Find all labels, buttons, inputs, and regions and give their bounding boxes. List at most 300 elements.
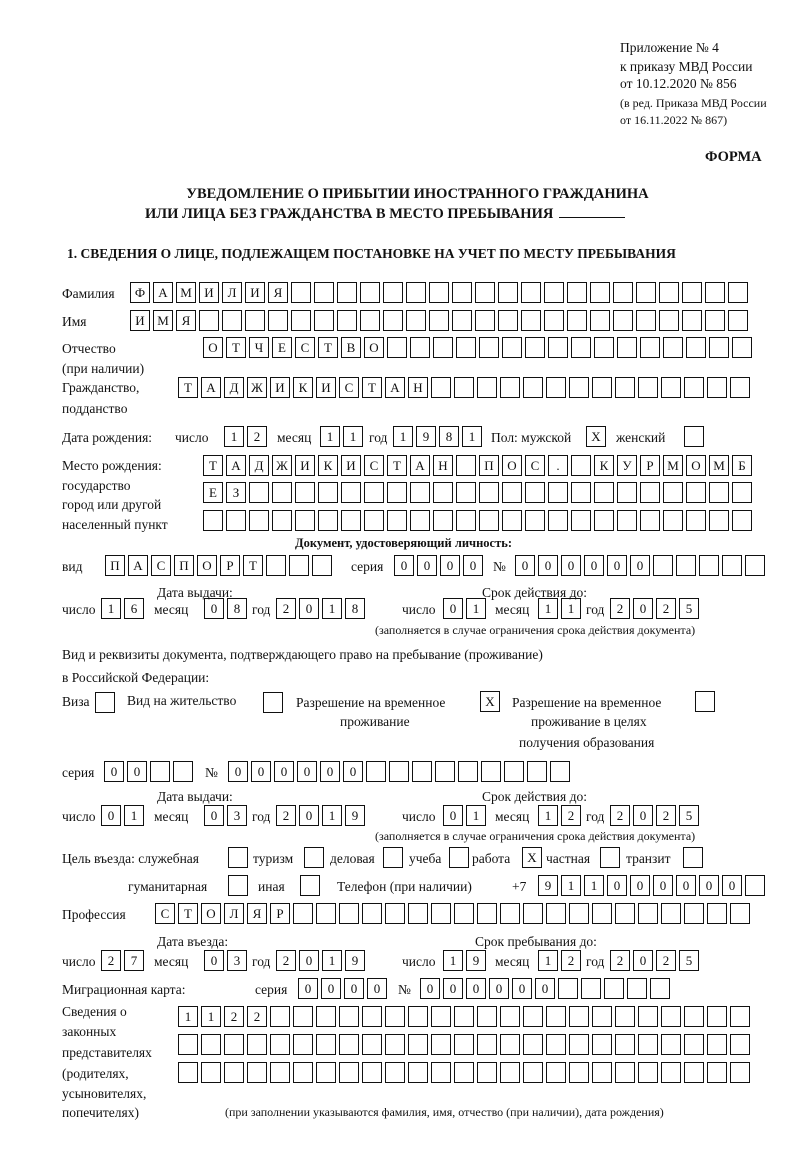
char-box[interactable]	[452, 282, 472, 303]
char-box[interactable]	[203, 510, 223, 531]
char-box[interactable]	[615, 377, 635, 398]
char-box[interactable]	[684, 377, 704, 398]
char-box[interactable]	[150, 761, 170, 782]
sex-female-checkbox[interactable]	[684, 426, 704, 447]
char-box[interactable]	[548, 482, 568, 503]
char-box[interactable]: М	[663, 455, 683, 476]
migration-series-field[interactable]	[298, 978, 387, 999]
doc-series-field[interactable]	[394, 555, 483, 576]
char-box[interactable]	[661, 1034, 681, 1055]
char-box[interactable]	[663, 510, 683, 531]
char-box[interactable]	[730, 1062, 750, 1083]
res-issue-day[interactable]	[101, 805, 144, 826]
char-box[interactable]	[525, 510, 545, 531]
char-box[interactable]	[699, 555, 719, 576]
doc-issue-day[interactable]	[101, 598, 144, 619]
char-box[interactable]	[477, 1006, 497, 1027]
char-box[interactable]	[546, 377, 566, 398]
char-box[interactable]: С	[155, 903, 175, 924]
char-box[interactable]	[293, 1062, 313, 1083]
char-box[interactable]	[318, 482, 338, 503]
char-box[interactable]	[613, 310, 633, 331]
char-box[interactable]	[661, 1062, 681, 1083]
char-box[interactable]	[408, 1006, 428, 1027]
char-box[interactable]	[569, 903, 589, 924]
char-box[interactable]: Я	[176, 310, 196, 331]
char-box[interactable]	[661, 1006, 681, 1027]
char-box[interactable]: 0	[607, 875, 627, 896]
visa-checkbox[interactable]	[95, 692, 115, 713]
birthplace-line-3[interactable]	[203, 510, 752, 531]
char-box[interactable]	[590, 282, 610, 303]
doc-valid-month[interactable]	[538, 598, 581, 619]
char-box[interactable]	[728, 310, 748, 331]
name-field[interactable]	[130, 310, 748, 331]
char-box[interactable]: К	[594, 455, 614, 476]
char-box[interactable]: 0	[299, 950, 319, 971]
char-box[interactable]	[389, 761, 409, 782]
char-box[interactable]: 0	[535, 978, 555, 999]
doc-type-field[interactable]	[105, 555, 332, 576]
char-box[interactable]: М	[176, 282, 196, 303]
char-box[interactable]	[705, 310, 725, 331]
char-box[interactable]	[173, 761, 193, 782]
char-box[interactable]: Т	[226, 337, 246, 358]
char-box[interactable]	[550, 761, 570, 782]
char-box[interactable]	[615, 903, 635, 924]
char-box[interactable]	[295, 510, 315, 531]
purpose-study-checkbox[interactable]	[449, 847, 469, 868]
char-box[interactable]	[412, 761, 432, 782]
char-box[interactable]	[569, 1006, 589, 1027]
char-box[interactable]: Е	[203, 482, 223, 503]
char-box[interactable]: О	[201, 903, 221, 924]
char-box[interactable]	[695, 691, 715, 712]
migration-number-field[interactable]	[420, 978, 670, 999]
char-box[interactable]	[571, 510, 591, 531]
char-box[interactable]	[360, 282, 380, 303]
doc-valid-day[interactable]	[443, 598, 486, 619]
char-box[interactable]	[523, 903, 543, 924]
char-box[interactable]	[385, 1006, 405, 1027]
char-box[interactable]: 1	[561, 875, 581, 896]
char-box[interactable]	[546, 1062, 566, 1083]
char-box[interactable]	[341, 510, 361, 531]
char-box[interactable]: 2	[610, 598, 630, 619]
char-box[interactable]	[201, 1034, 221, 1055]
char-box[interactable]: 0	[676, 875, 696, 896]
doc-valid-year[interactable]	[610, 598, 699, 619]
char-box[interactable]: 0	[420, 978, 440, 999]
char-box[interactable]	[546, 1006, 566, 1027]
char-box[interactable]	[682, 310, 702, 331]
char-box[interactable]: 0	[699, 875, 719, 896]
char-box[interactable]	[383, 310, 403, 331]
char-box[interactable]	[617, 337, 637, 358]
char-box[interactable]	[592, 1034, 612, 1055]
purpose-humanitarian-checkbox[interactable]	[228, 875, 248, 896]
birthplace-line-1[interactable]	[203, 455, 752, 476]
char-box[interactable]	[500, 1034, 520, 1055]
char-box[interactable]	[431, 1006, 451, 1027]
birthplace-line-2[interactable]	[203, 482, 752, 503]
char-box[interactable]	[709, 482, 729, 503]
char-box[interactable]: 0	[722, 875, 742, 896]
char-box[interactable]: 5	[679, 950, 699, 971]
char-box[interactable]	[226, 510, 246, 531]
char-box[interactable]: 0	[101, 805, 121, 826]
char-box[interactable]	[383, 282, 403, 303]
char-box[interactable]: 2	[610, 950, 630, 971]
char-box[interactable]	[433, 482, 453, 503]
char-box[interactable]	[732, 510, 752, 531]
char-box[interactable]	[479, 337, 499, 358]
char-box[interactable]	[594, 482, 614, 503]
char-box[interactable]	[638, 1006, 658, 1027]
char-box[interactable]	[293, 903, 313, 924]
char-box[interactable]	[406, 310, 426, 331]
char-box[interactable]: 1	[322, 598, 342, 619]
char-box[interactable]: 1	[538, 950, 558, 971]
char-box[interactable]	[293, 1006, 313, 1027]
char-box[interactable]	[456, 482, 476, 503]
char-box[interactable]	[640, 510, 660, 531]
char-box[interactable]: К	[293, 377, 313, 398]
char-box[interactable]	[709, 337, 729, 358]
stay-year[interactable]	[610, 950, 699, 971]
char-box[interactable]: Т	[318, 337, 338, 358]
char-box[interactable]	[653, 555, 673, 576]
char-box[interactable]	[224, 1062, 244, 1083]
char-box[interactable]	[314, 310, 334, 331]
char-box[interactable]	[456, 337, 476, 358]
char-box[interactable]	[498, 282, 518, 303]
char-box[interactable]: 3	[227, 805, 247, 826]
char-box[interactable]	[707, 1006, 727, 1027]
char-box[interactable]: И	[245, 282, 265, 303]
char-box[interactable]	[745, 875, 765, 896]
char-box[interactable]	[452, 310, 472, 331]
char-box[interactable]	[337, 310, 357, 331]
char-box[interactable]: Ч	[249, 337, 269, 358]
char-box[interactable]: П	[479, 455, 499, 476]
char-box[interactable]: 1	[393, 426, 413, 447]
char-box[interactable]: Л	[224, 903, 244, 924]
char-box[interactable]: 2	[224, 1006, 244, 1027]
char-box[interactable]	[684, 1034, 704, 1055]
char-box[interactable]	[362, 1006, 382, 1027]
char-box[interactable]: 3	[227, 950, 247, 971]
char-box[interactable]	[521, 282, 541, 303]
char-box[interactable]	[268, 310, 288, 331]
char-box[interactable]: 0	[515, 555, 535, 576]
res-issue-year[interactable]	[276, 805, 365, 826]
char-box[interactable]	[682, 282, 702, 303]
char-box[interactable]	[684, 1062, 704, 1083]
char-box[interactable]: С	[525, 455, 545, 476]
char-box[interactable]	[569, 1062, 589, 1083]
char-box[interactable]	[477, 377, 497, 398]
char-box[interactable]: А	[128, 555, 148, 576]
char-box[interactable]: П	[174, 555, 194, 576]
char-box[interactable]	[364, 510, 384, 531]
char-box[interactable]	[300, 875, 320, 896]
char-box[interactable]: 0	[343, 761, 363, 782]
char-box[interactable]	[362, 1062, 382, 1083]
char-box[interactable]: Т	[243, 555, 263, 576]
char-box[interactable]	[590, 310, 610, 331]
char-box[interactable]	[523, 377, 543, 398]
char-box[interactable]: 0	[127, 761, 147, 782]
char-box[interactable]	[592, 903, 612, 924]
char-box[interactable]	[659, 282, 679, 303]
char-box[interactable]: Ф	[130, 282, 150, 303]
char-box[interactable]: А	[153, 282, 173, 303]
char-box[interactable]: А	[385, 377, 405, 398]
char-box[interactable]	[228, 875, 248, 896]
char-box[interactable]	[640, 337, 660, 358]
char-box[interactable]: 8	[345, 598, 365, 619]
char-box[interactable]	[500, 377, 520, 398]
char-box[interactable]	[385, 1034, 405, 1055]
purpose-other-checkbox[interactable]	[300, 875, 320, 896]
char-box[interactable]	[341, 482, 361, 503]
char-box[interactable]	[523, 1006, 543, 1027]
char-box[interactable]: X	[480, 691, 500, 712]
char-box[interactable]	[291, 310, 311, 331]
char-box[interactable]	[339, 1006, 359, 1027]
char-box[interactable]: Н	[408, 377, 428, 398]
char-box[interactable]	[659, 310, 679, 331]
char-box[interactable]	[270, 1034, 290, 1055]
res-issue-month[interactable]	[204, 805, 247, 826]
char-box[interactable]	[504, 761, 524, 782]
char-box[interactable]	[548, 337, 568, 358]
char-box[interactable]: О	[502, 455, 522, 476]
char-box[interactable]	[722, 555, 742, 576]
char-box[interactable]: 9	[345, 950, 365, 971]
char-box[interactable]	[571, 455, 591, 476]
char-box[interactable]	[408, 903, 428, 924]
char-box[interactable]	[316, 1034, 336, 1055]
char-box[interactable]	[387, 510, 407, 531]
char-box[interactable]	[544, 282, 564, 303]
char-box[interactable]: 1	[343, 426, 363, 447]
temp-permit-checkbox[interactable]	[480, 691, 500, 712]
char-box[interactable]	[571, 337, 591, 358]
char-box[interactable]	[454, 377, 474, 398]
char-box[interactable]	[304, 847, 324, 868]
char-box[interactable]	[314, 282, 334, 303]
char-box[interactable]	[316, 1062, 336, 1083]
char-box[interactable]: Т	[387, 455, 407, 476]
char-box[interactable]: 0	[630, 555, 650, 576]
char-box[interactable]: 1	[201, 1006, 221, 1027]
char-box[interactable]	[366, 761, 386, 782]
char-box[interactable]	[686, 337, 706, 358]
purpose-transit-checkbox[interactable]	[683, 847, 703, 868]
char-box[interactable]	[95, 692, 115, 713]
char-box[interactable]: 1	[561, 598, 581, 619]
char-box[interactable]	[224, 1034, 244, 1055]
purpose-tourism-checkbox[interactable]	[304, 847, 324, 868]
doc-number-field[interactable]	[515, 555, 765, 576]
char-box[interactable]: 0	[561, 555, 581, 576]
char-box[interactable]	[500, 903, 520, 924]
char-box[interactable]: 1	[584, 875, 604, 896]
char-box[interactable]	[429, 282, 449, 303]
profession-field[interactable]	[155, 903, 750, 924]
char-box[interactable]: Р	[220, 555, 240, 576]
char-box[interactable]	[263, 692, 283, 713]
char-box[interactable]: 5	[679, 598, 699, 619]
char-box[interactable]	[456, 455, 476, 476]
char-box[interactable]: И	[341, 455, 361, 476]
char-box[interactable]: 0	[512, 978, 532, 999]
char-box[interactable]: И	[270, 377, 290, 398]
char-box[interactable]	[730, 903, 750, 924]
char-box[interactable]: 0	[463, 555, 483, 576]
char-box[interactable]: Р	[640, 455, 660, 476]
char-box[interactable]	[663, 337, 683, 358]
char-box[interactable]	[431, 1034, 451, 1055]
char-box[interactable]	[558, 978, 578, 999]
char-box[interactable]	[615, 1006, 635, 1027]
char-box[interactable]	[638, 377, 658, 398]
char-box[interactable]: 0	[204, 805, 224, 826]
sex-male-checkbox[interactable]	[586, 426, 606, 447]
char-box[interactable]	[249, 482, 269, 503]
char-box[interactable]: 2	[276, 805, 296, 826]
char-box[interactable]	[385, 903, 405, 924]
char-box[interactable]	[406, 282, 426, 303]
char-box[interactable]	[316, 1006, 336, 1027]
char-box[interactable]: 0	[443, 598, 463, 619]
char-box[interactable]	[228, 847, 248, 868]
char-box[interactable]	[410, 510, 430, 531]
char-box[interactable]	[636, 282, 656, 303]
char-box[interactable]	[479, 482, 499, 503]
residence-series-field[interactable]	[104, 761, 193, 782]
char-box[interactable]	[636, 310, 656, 331]
char-box[interactable]	[732, 337, 752, 358]
char-box[interactable]	[567, 282, 587, 303]
char-box[interactable]: 1	[538, 598, 558, 619]
char-box[interactable]: 0	[417, 555, 437, 576]
char-box[interactable]: О	[203, 337, 223, 358]
char-box[interactable]: Ж	[247, 377, 267, 398]
char-box[interactable]	[477, 903, 497, 924]
char-box[interactable]	[525, 337, 545, 358]
char-box[interactable]: М	[153, 310, 173, 331]
char-box[interactable]: 0	[321, 978, 341, 999]
char-box[interactable]: Е	[272, 337, 292, 358]
char-box[interactable]: Б	[732, 455, 752, 476]
char-box[interactable]	[592, 1006, 612, 1027]
char-box[interactable]	[272, 510, 292, 531]
char-box[interactable]: О	[197, 555, 217, 576]
char-box[interactable]: А	[226, 455, 246, 476]
stay-month[interactable]	[538, 950, 581, 971]
purpose-service-checkbox[interactable]	[228, 847, 248, 868]
char-box[interactable]: 0	[251, 761, 271, 782]
char-box[interactable]	[581, 978, 601, 999]
char-box[interactable]	[523, 1034, 543, 1055]
char-box[interactable]: 5	[679, 805, 699, 826]
char-box[interactable]: 2	[610, 805, 630, 826]
char-box[interactable]	[312, 555, 332, 576]
char-box[interactable]: 0	[228, 761, 248, 782]
char-box[interactable]	[709, 510, 729, 531]
char-box[interactable]	[569, 1034, 589, 1055]
char-box[interactable]	[293, 1034, 313, 1055]
res-valid-month[interactable]	[538, 805, 581, 826]
entry-month[interactable]	[204, 950, 247, 971]
char-box[interactable]: И	[316, 377, 336, 398]
char-box[interactable]: 1	[538, 805, 558, 826]
char-box[interactable]	[408, 1062, 428, 1083]
char-box[interactable]	[429, 310, 449, 331]
char-box[interactable]	[454, 1034, 474, 1055]
char-box[interactable]	[454, 1062, 474, 1083]
char-box[interactable]	[627, 978, 647, 999]
char-box[interactable]: 0	[204, 598, 224, 619]
char-box[interactable]	[661, 377, 681, 398]
res-valid-year[interactable]	[610, 805, 699, 826]
stay-day[interactable]	[443, 950, 486, 971]
char-box[interactable]	[613, 282, 633, 303]
char-box[interactable]: 0	[274, 761, 294, 782]
residence-permit-checkbox[interactable]	[263, 692, 283, 713]
phone-field[interactable]	[538, 875, 765, 896]
char-box[interactable]: 1	[322, 805, 342, 826]
char-box[interactable]: А	[201, 377, 221, 398]
char-box[interactable]	[546, 1034, 566, 1055]
char-box[interactable]	[730, 1006, 750, 1027]
char-box[interactable]	[617, 482, 637, 503]
char-box[interactable]: Я	[247, 903, 267, 924]
char-box[interactable]: 2	[561, 805, 581, 826]
char-box[interactable]: 0	[440, 555, 460, 576]
char-box[interactable]: С	[364, 455, 384, 476]
char-box[interactable]: И	[199, 282, 219, 303]
char-box[interactable]	[431, 903, 451, 924]
char-box[interactable]	[650, 978, 670, 999]
char-box[interactable]: 2	[656, 598, 676, 619]
char-box[interactable]: 2	[276, 950, 296, 971]
char-box[interactable]: О	[364, 337, 384, 358]
char-box[interactable]	[498, 310, 518, 331]
char-box[interactable]	[433, 337, 453, 358]
char-box[interactable]: С	[339, 377, 359, 398]
char-box[interactable]: 1	[466, 805, 486, 826]
char-box[interactable]	[730, 377, 750, 398]
char-box[interactable]: 9	[466, 950, 486, 971]
char-box[interactable]: 0	[630, 875, 650, 896]
char-box[interactable]	[360, 310, 380, 331]
char-box[interactable]: П	[105, 555, 125, 576]
char-box[interactable]	[291, 282, 311, 303]
char-box[interactable]	[615, 1034, 635, 1055]
char-box[interactable]	[500, 1062, 520, 1083]
char-box[interactable]: И	[130, 310, 150, 331]
char-box[interactable]	[247, 1034, 267, 1055]
char-box[interactable]	[266, 555, 286, 576]
char-box[interactable]	[525, 482, 545, 503]
char-box[interactable]: Т	[178, 903, 198, 924]
surname-field[interactable]	[130, 282, 748, 303]
char-box[interactable]: 1	[320, 426, 340, 447]
